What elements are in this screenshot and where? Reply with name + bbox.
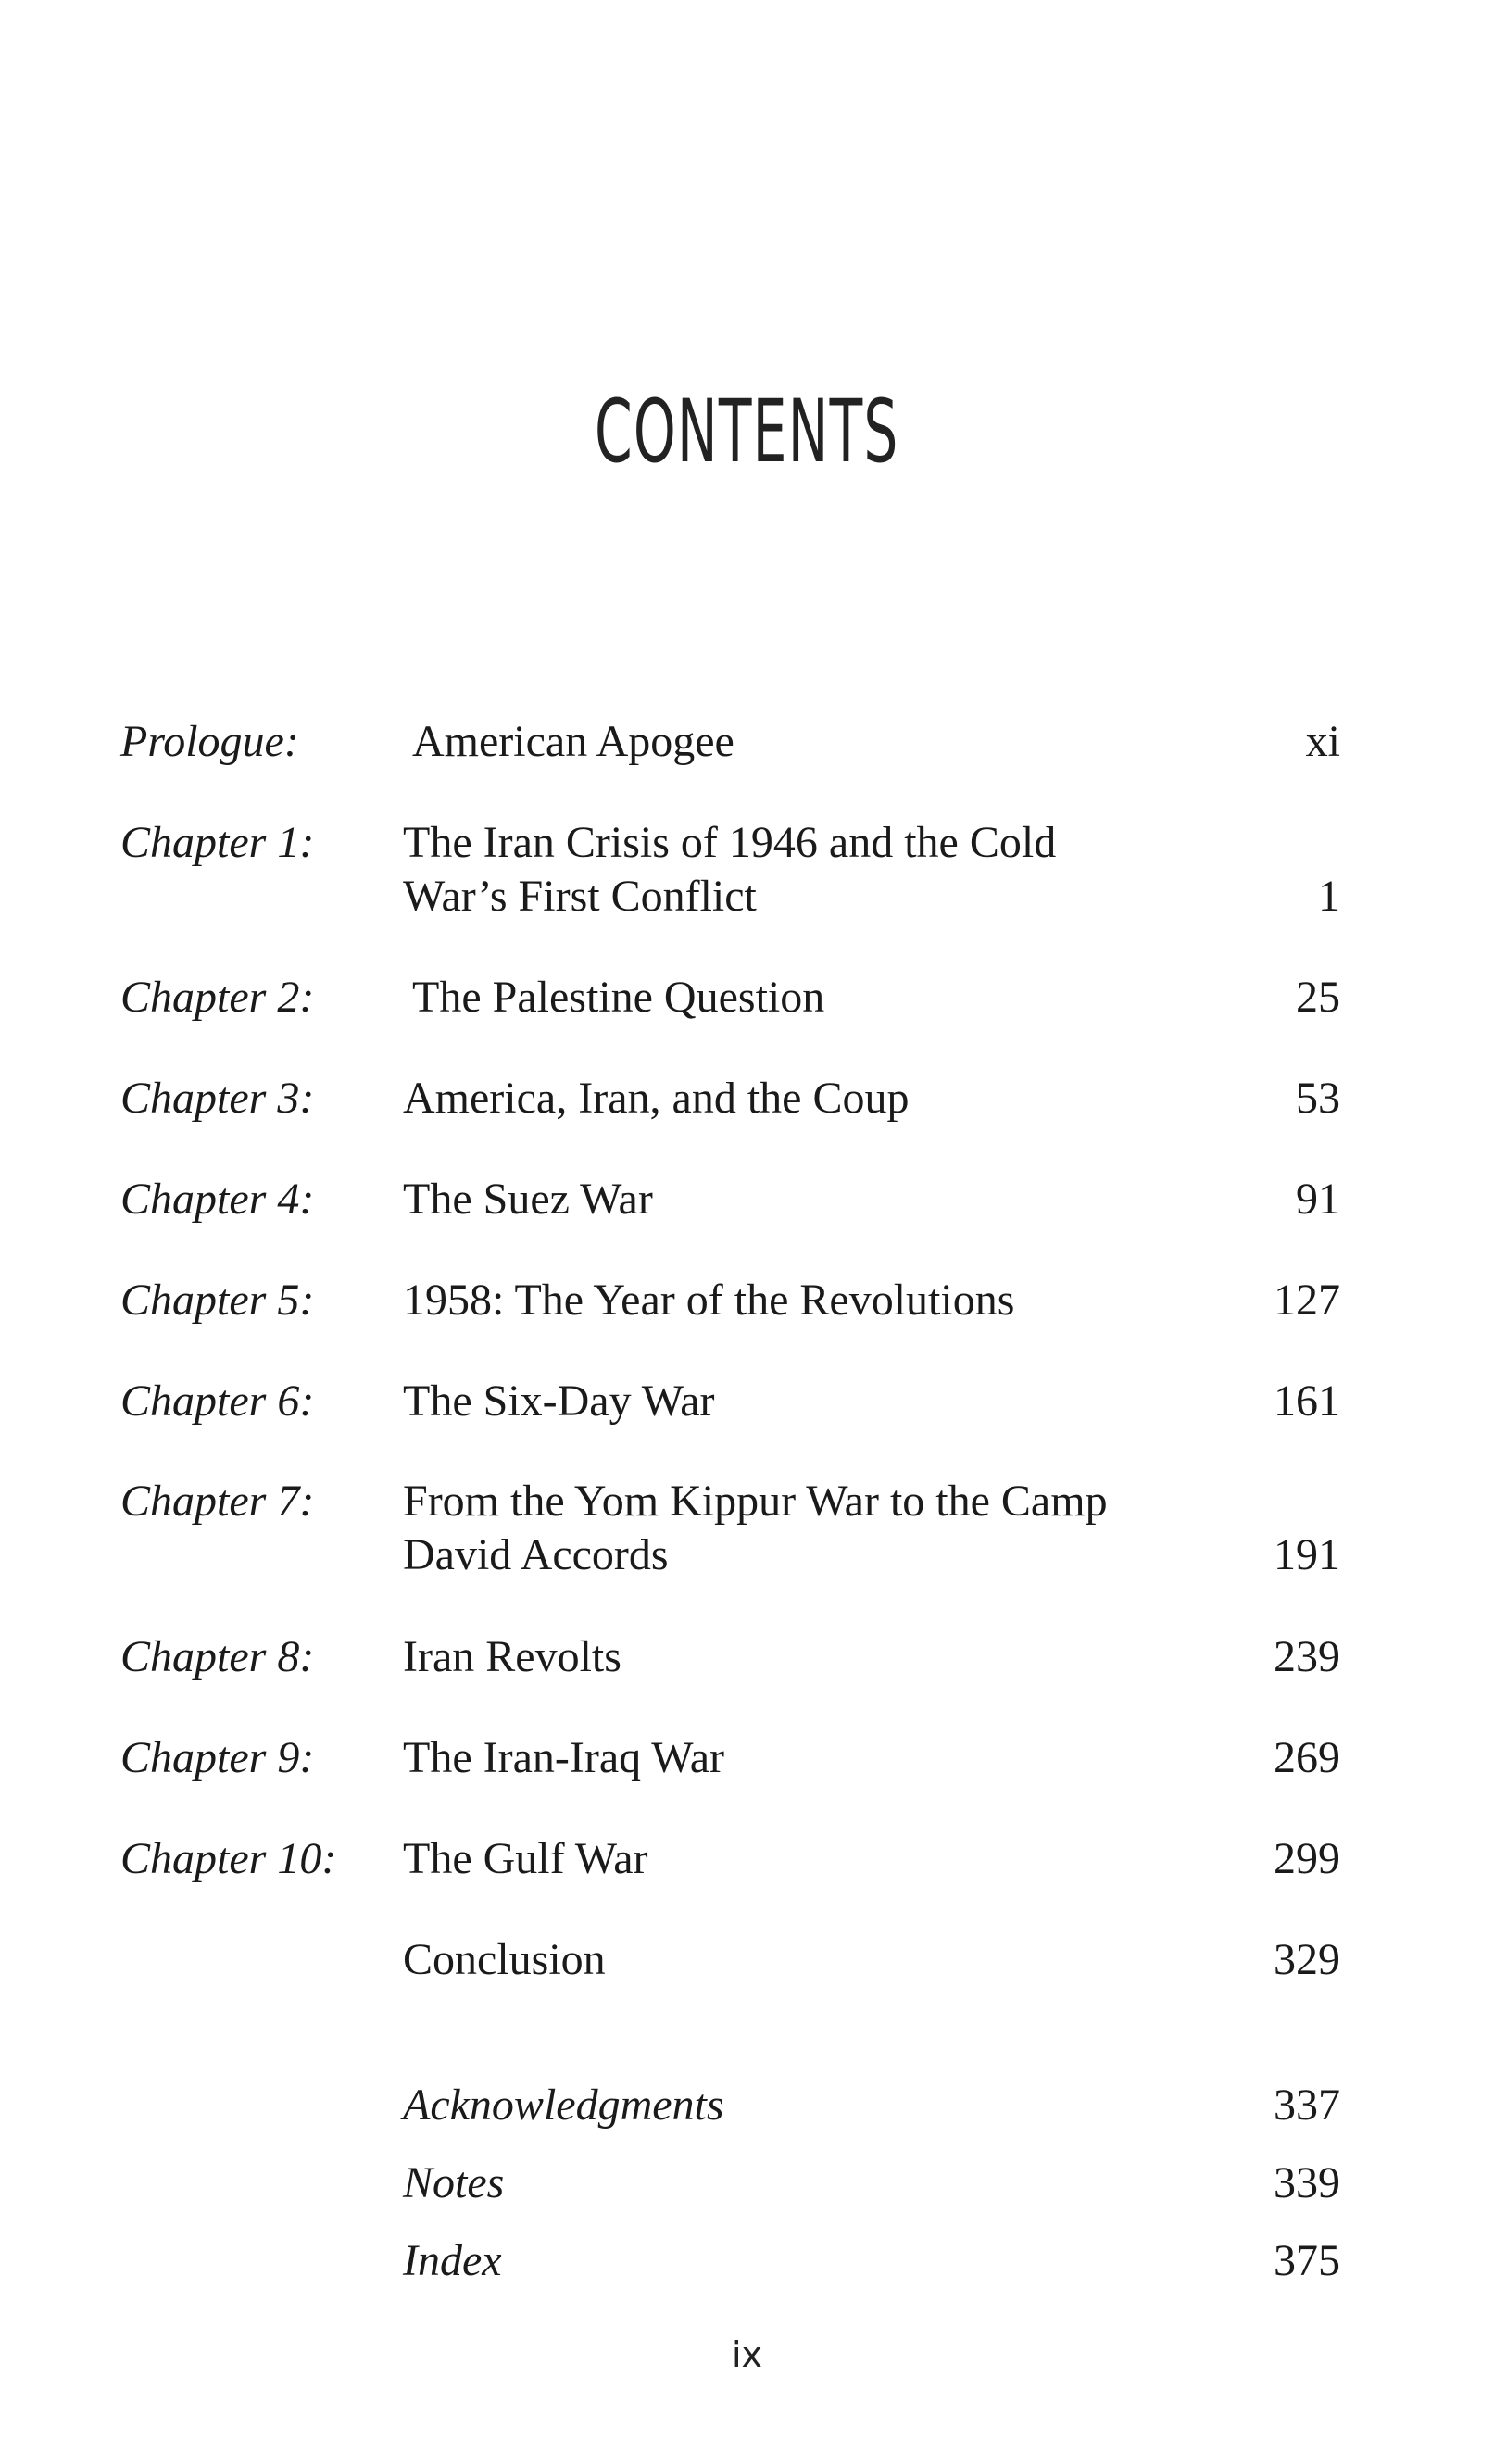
entry-page-number: 1 [1318,872,1340,921]
entry-title: The Palestine Question [412,973,825,1022]
entry-title: Conclusion [403,1935,606,1984]
entry-page-number: 239 [1274,1632,1340,1681]
entry-title: America, Iran, and the Coup [403,1074,910,1123]
entry-title-line-1: From the Yom Kippur War to the Camp [403,1477,1108,1526]
entry-title-line-1: The Iran Crisis of 1946 and the Cold [403,818,1057,867]
entry-page-number: 337 [1274,2081,1340,2130]
entry-page-number: xi [1305,717,1340,766]
entry-title: 1958: The Year of the Revolutions [403,1276,1015,1325]
entry-title: The Iran-Iraq War [403,1733,725,1782]
entry-page-number: 91 [1296,1175,1340,1224]
entry-page-number: 127 [1274,1276,1340,1325]
entry-page-number: 375 [1274,2236,1340,2285]
entry-page-number: 53 [1296,1074,1340,1123]
entry-page-number: 299 [1274,1834,1340,1883]
entry-label: Chapter 5: [120,1276,315,1325]
entry-title: The Six-Day War [403,1377,715,1426]
entry-title-line-2: David Accords [403,1530,669,1579]
entry-title: American Apogee [412,717,734,766]
entry-label: Chapter 3: [120,1074,315,1123]
entry-label: Chapter 10: [120,1834,337,1883]
entry-label: Chapter 9: [120,1733,315,1782]
entry-page-number: 269 [1274,1733,1340,1782]
entry-label: Chapter 7: [120,1477,315,1526]
entry-title: The Gulf War [403,1834,648,1883]
entry-page-number: 25 [1296,973,1340,1022]
entry-title-line-2: War’s First Conflict [403,872,757,921]
entry-label: Prologue: [120,717,299,766]
entry-label: Chapter 1: [120,818,315,867]
entry-page-number: 339 [1274,2158,1340,2207]
entry-page-number: 329 [1274,1935,1340,1984]
entry-title: Notes [403,2158,505,2207]
entry-page-number: 161 [1274,1377,1340,1426]
entry-title: Acknowledgments [403,2081,724,2130]
entry-title: Iran Revolts [403,1632,621,1681]
page-title: CONTENTS [594,382,899,483]
entry-label: Chapter 2: [120,973,315,1022]
entry-label: Chapter 4: [120,1175,315,1224]
page-folio: ix [731,2334,763,2375]
entry-title: Index [403,2236,502,2285]
entry-title: The Suez War [403,1175,653,1224]
entry-label: Chapter 6: [120,1377,315,1426]
entry-page-number: 191 [1274,1530,1340,1579]
entry-label: Chapter 8: [120,1632,315,1681]
